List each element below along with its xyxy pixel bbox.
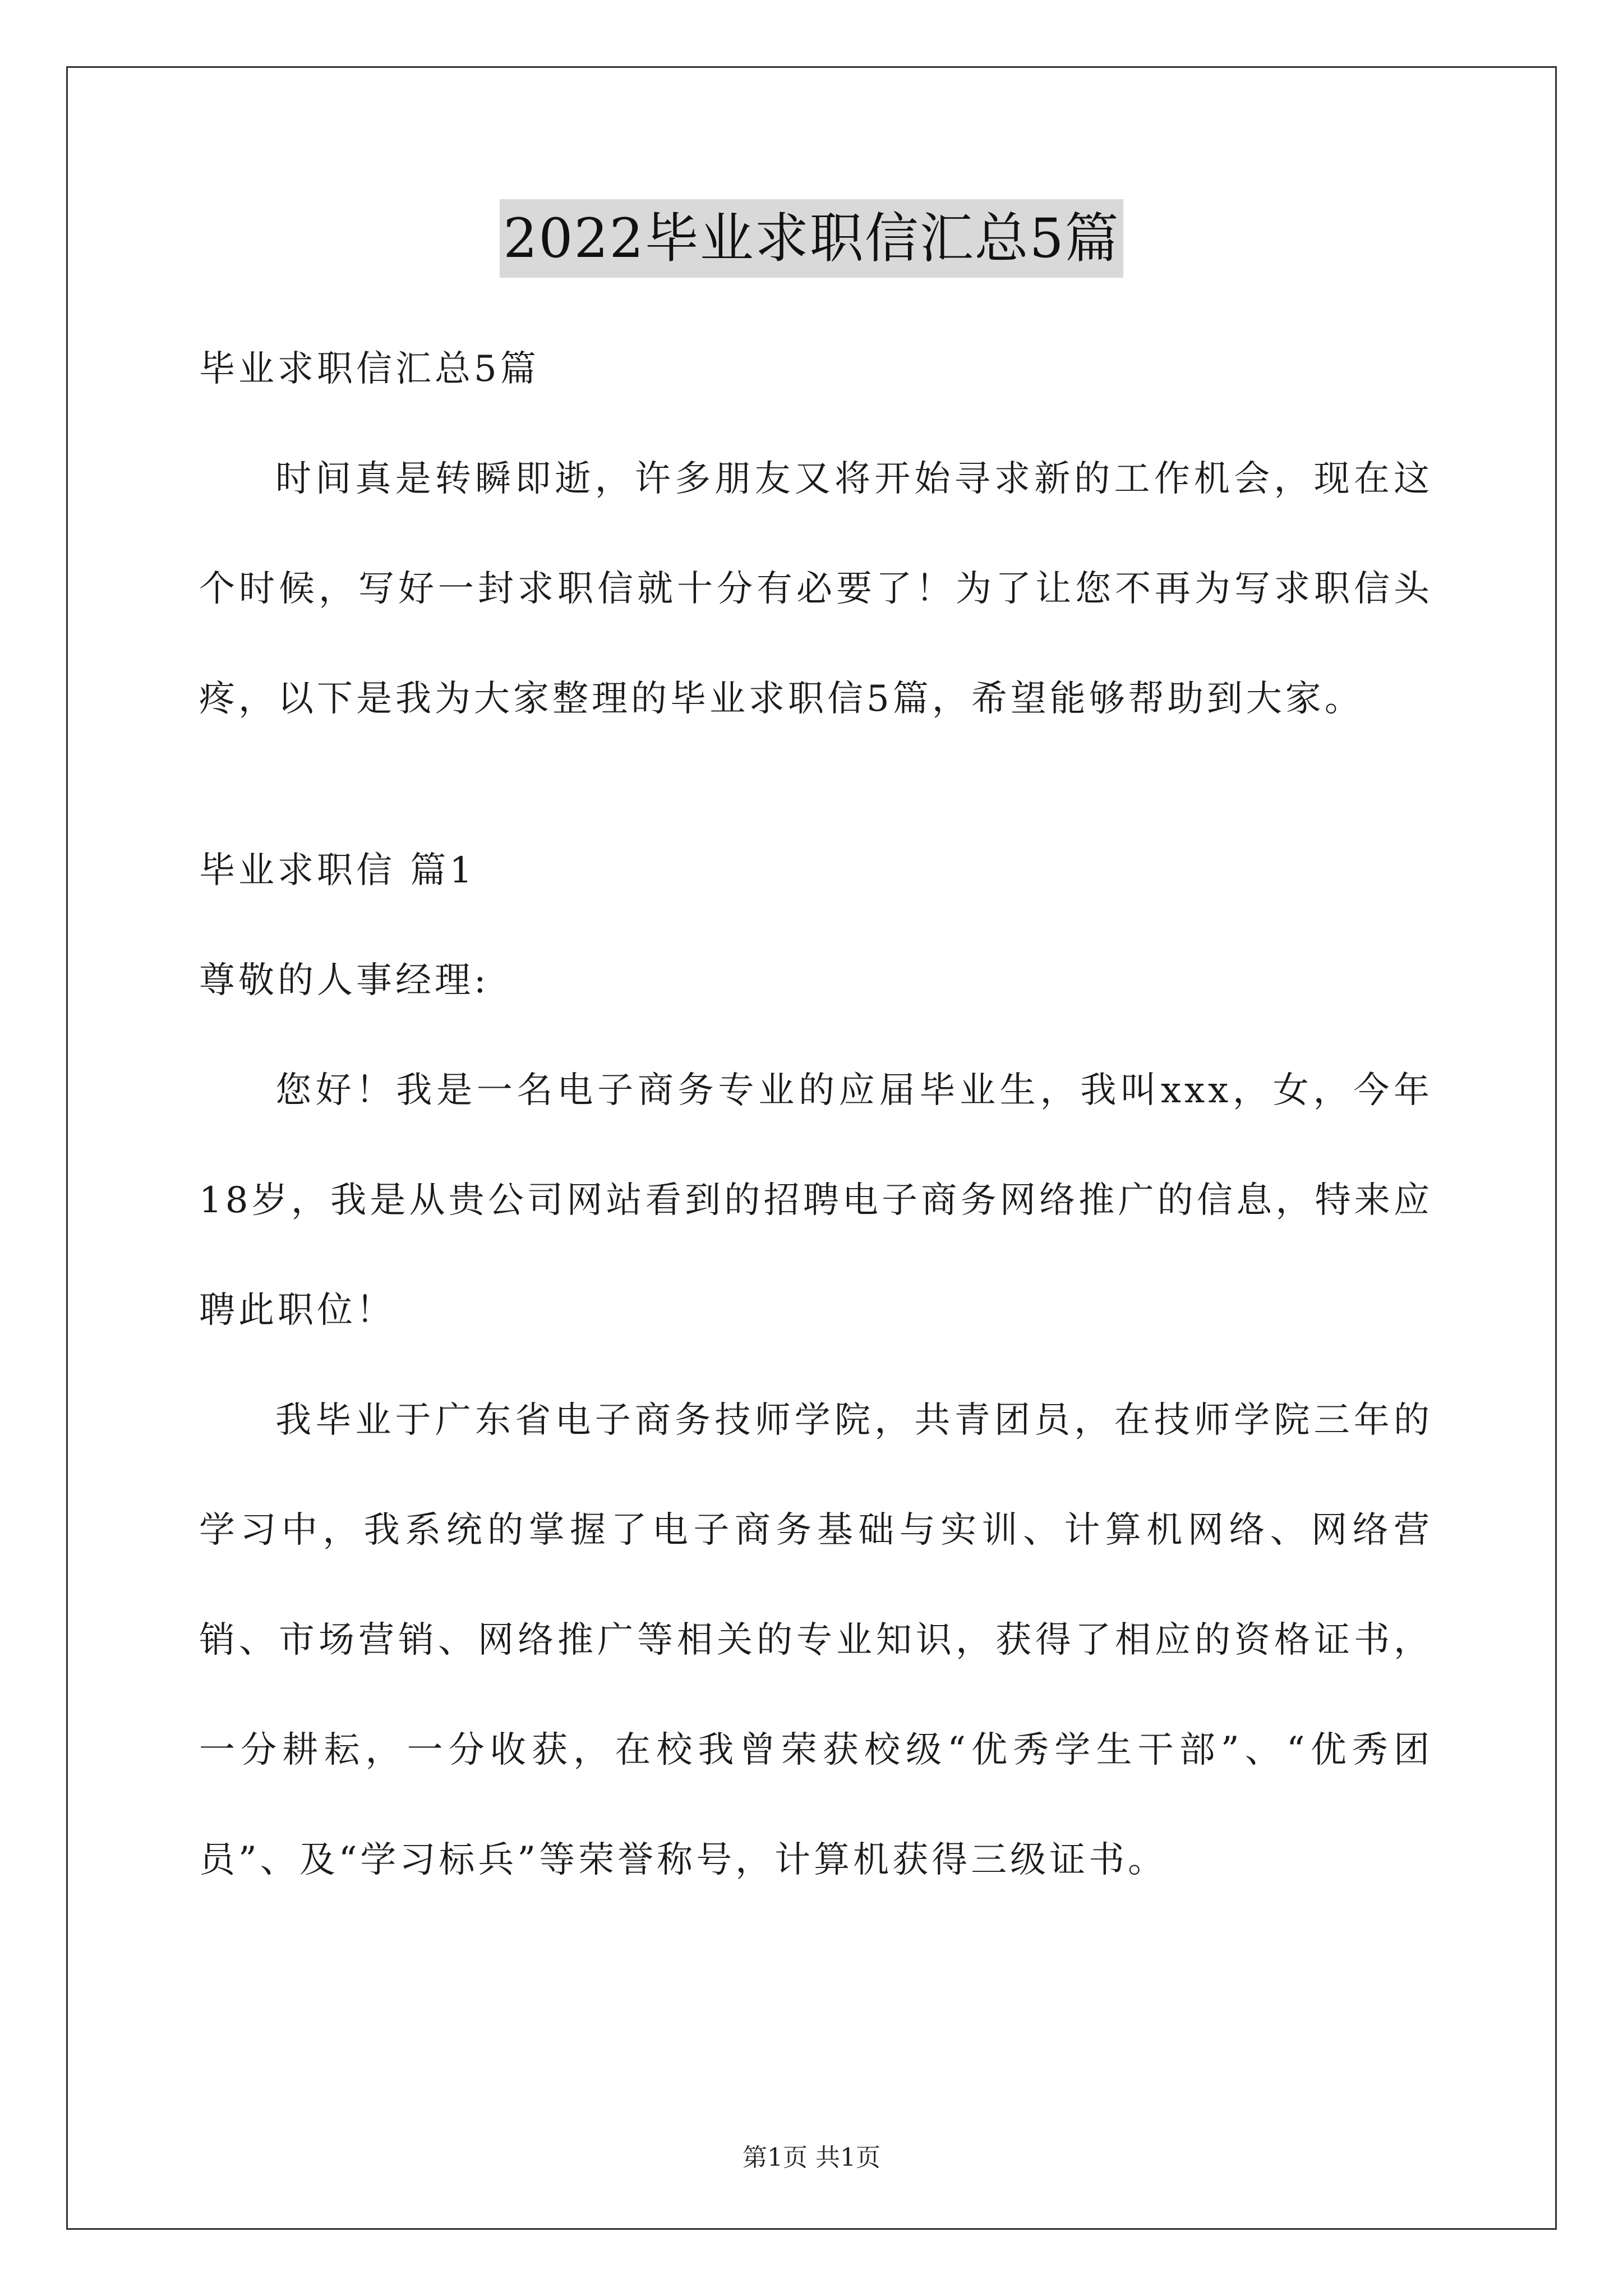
intro-paragraph: 时间真是转瞬即逝，许多朋友又将开始寻求新的工作机会，现在这个时候，写好一封求职信就十分有必要了！为了让您不再为写求职信头疼，以下是我为大家整理的毕业求职信5篇，希望能够帮助到大家。 (199, 458, 1433, 720)
document-subtitle: 毕业求职信汇总5篇 (199, 348, 540, 390)
document-body (199, 314, 1433, 1915)
title-container (0, 199, 1623, 278)
document-title: 2022毕业求职信汇总5篇 (500, 199, 1123, 278)
section-heading: 毕业求职信 篇1 (199, 850, 476, 891)
page-footer: 第1页 共1页 (743, 2143, 880, 2172)
salutation: 尊敬的人事经理: (199, 960, 490, 1001)
body-paragraph-1: 您好！我是一名电子商务专业的应届毕业生，我叫xxx，女，今年18岁，我是从贵公司网站看到的招聘电子商务网络推广的信息，特来应聘此职位！ (199, 1070, 1433, 1331)
section-spacer (199, 754, 1433, 816)
body-paragraph-2: 我毕业于广东省电子商务技师学院，共青团员，在技师学院三年的学习中，我系统的掌握了电子商务基础与实训、计算机网络、网络营销、市场营销、网络推广等相关的专业知识，获得了相应的资格证书，一分耕耘，一分收获，在校我曾荣获校级“优秀学生干部”、“优秀团员”、及“学习标兵”等荣誉称号，计算机获得三级证书。 (199, 1400, 1433, 1881)
